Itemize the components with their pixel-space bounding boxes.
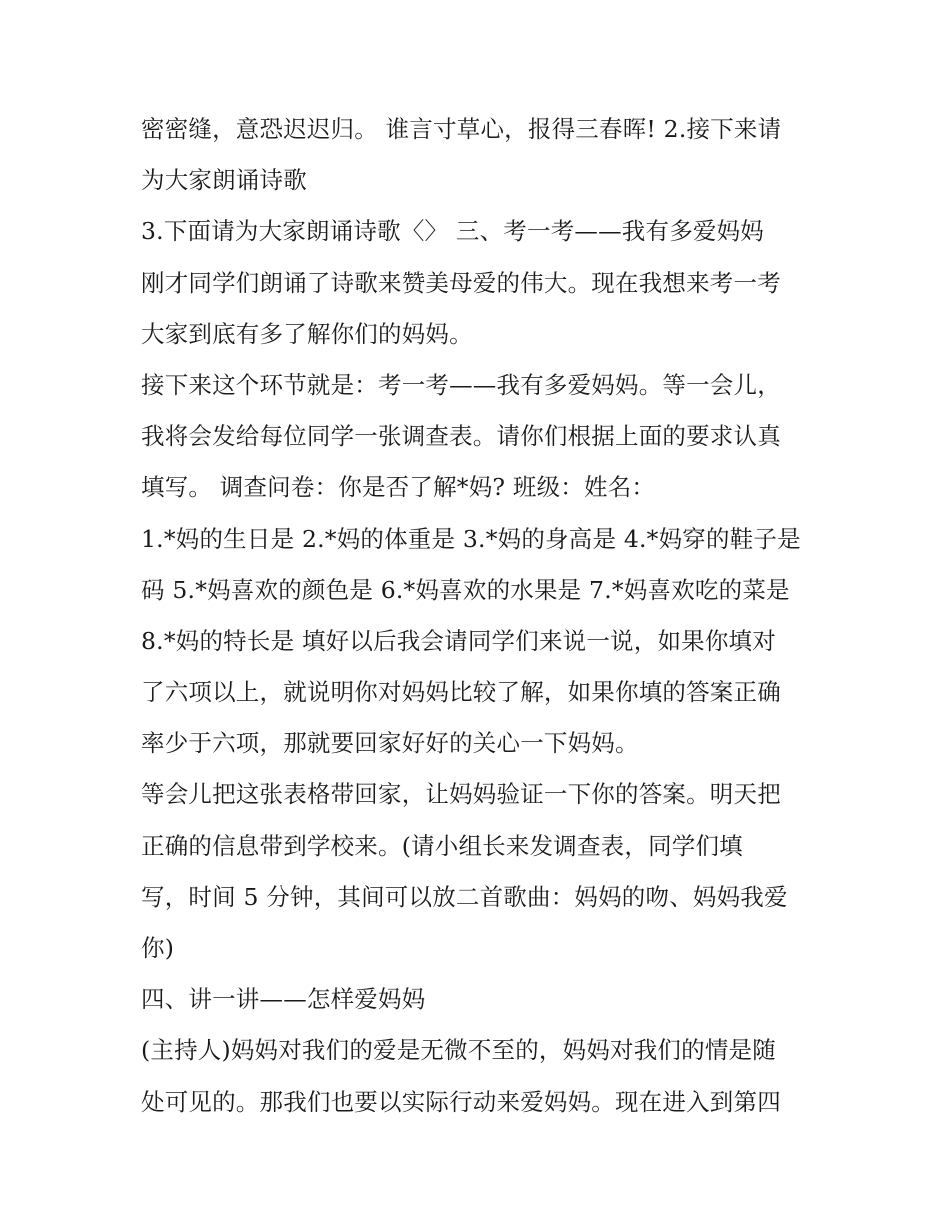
text-line-6: 接下来这个环节就是：考一考——我有多爱妈妈。等一会儿， [141, 370, 781, 399]
text-line-19: (主持人)妈妈对我们的爱是无微不至的，妈妈对我们的情是随 [141, 1036, 776, 1065]
document-body [141, 104, 821, 1128]
text-line-5: 大家到底有多了解你们的妈妈。 [141, 319, 473, 348]
text-line-14: 等会儿把这张表格带回家，让妈妈验证一下你的答案。明天把 [141, 780, 781, 809]
text-line-12: 了六项以上，就说明你对妈妈比较了解，如果你填的答案正确 [141, 678, 781, 707]
text-line-7: 我将会发给每位同学一张调查表。请你们根据上面的要求认真 [141, 422, 781, 451]
text-line-15: 正确的信息带到学校来。(请小组长来发调查表，同学们填 [141, 831, 743, 860]
text-line-16: 写，时间 5 分钟，其间可以放二首歌曲：妈妈的吻、妈妈我爱 [141, 882, 788, 911]
text-line-20: 处可见的。那我们也要以实际行动来爱妈妈。现在进入到第四 [141, 1087, 781, 1116]
text-line-3: 3.下面请为大家朗诵诗歌〈〉 三、考一考——我有多爱妈妈 [141, 217, 764, 246]
text-line-2: 为大家朗诵诗歌 [141, 166, 307, 195]
text-line-10: 码 5.*妈喜欢的颜色是 6.*妈喜欢的水果是 7.*妈喜欢吃的菜是 [141, 575, 790, 604]
text-line-17: 你) [141, 934, 175, 962]
text-line-9: 1.*妈的生日是 2.*妈的体重是 3.*妈的身高是 4.*妈穿的鞋子是 [141, 524, 801, 553]
text-line-1: 密密缝，意恐迟迟归。 谁言寸草心，报得三春晖! 2.接下来请 [141, 115, 782, 143]
text-line-11: 8.*妈的特长是 填好以后我会请同学们来说一说，如果你填对 [141, 626, 776, 655]
text-line-8: 填写。 调查问卷：你是否了解*妈? 班级：姓名： [141, 473, 656, 502]
text-line-13: 率少于六项，那就要回家好好的关心一下妈妈。 [141, 729, 639, 758]
text-line-18: 四、讲一讲——怎样爱妈妈 [141, 985, 426, 1014]
text-line-4: 刚才同学们朗诵了诗歌来赞美母爱的伟大。现在我想来考一考 [141, 268, 781, 297]
